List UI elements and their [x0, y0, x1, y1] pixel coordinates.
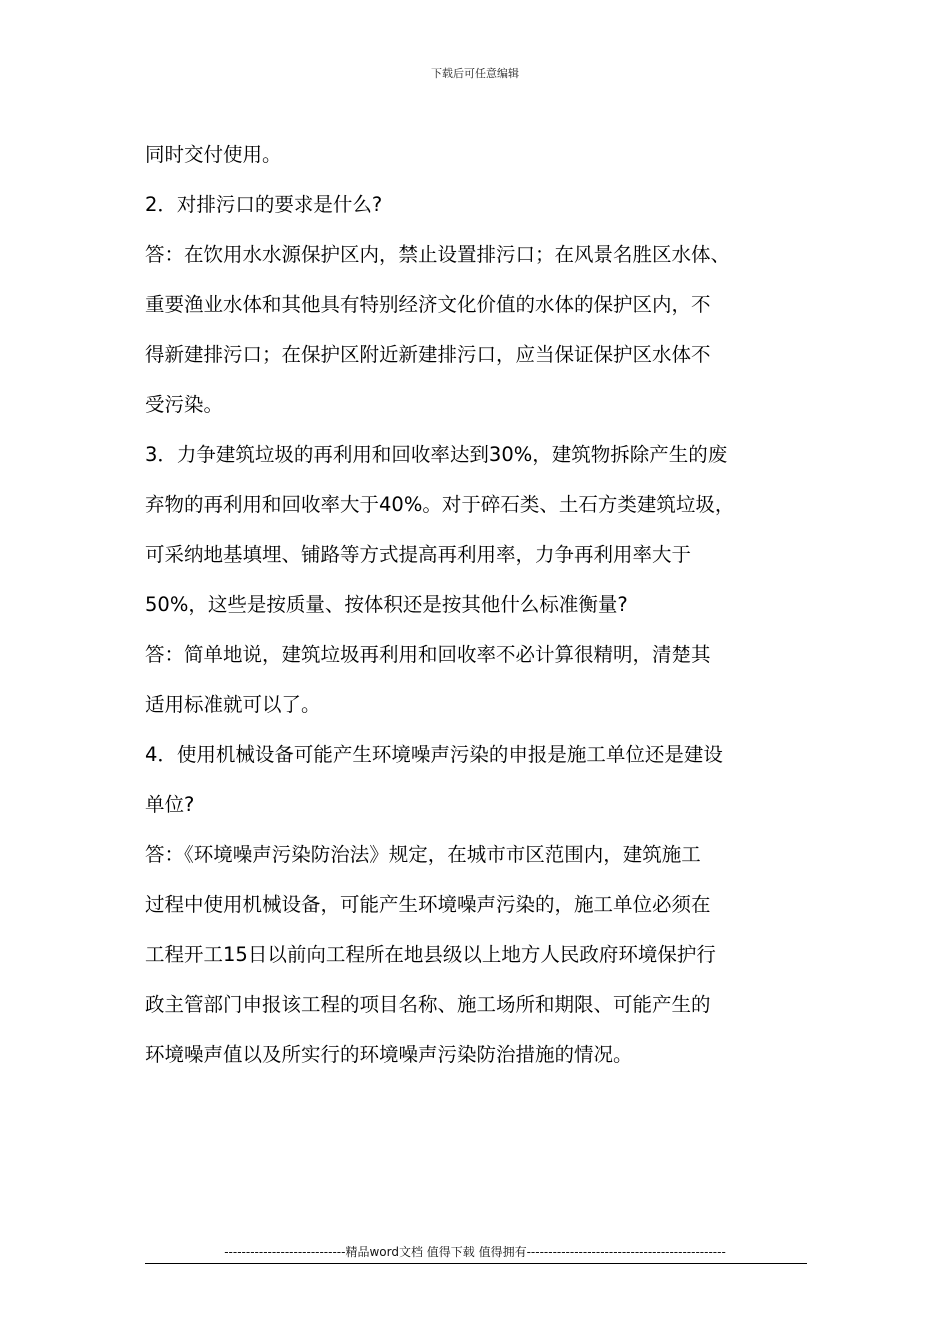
page-footer: ----------------------------精品word文档 值得下载 值得拥有----------------------------------------------: [224, 1245, 726, 1259]
text-line: 可采纳地基填埋、铺路等方式提高再利用率，力争再利用率大于: [145, 543, 692, 566]
text-line: 工程开工15日以前向工程所在地县级以上地方人民政府环境保护行: [145, 943, 716, 966]
text-line: 50%，这些是按质量、按体积还是按其他什么标准衡量?: [145, 593, 628, 616]
text-line: 同时交付使用。: [145, 143, 282, 166]
answer-line: 答：《环境噪声污染防治法》规定，在城市市区范围内，建筑施工: [145, 843, 701, 866]
text-line: 重要渔业水体和其他具有特别经济文化价值的水体的保护区内，不: [145, 293, 711, 316]
text-line: 单位?: [145, 793, 195, 816]
text-line: 政主管部门申报该工程的项目名称、施工场所和期限、可能产生的: [145, 993, 711, 1016]
document-body: [145, 130, 813, 1080]
text-line: 过程中使用机械设备，可能产生环境噪声污染的，施工单位必须在: [145, 893, 711, 916]
question-line: 2．对排污口的要求是什么?: [145, 193, 383, 216]
answer-line: 答：简单地说，建筑垃圾再利用和回收率不必计算很精明，清楚其: [145, 643, 711, 666]
text-line: 弃物的再利用和回收率大于40%。对于碎石类、土石方类建筑垃圾，: [145, 493, 735, 516]
answer-line: 答：在饮用水水源保护区内，禁止设置排污口；在风景名胜区水体、: [145, 243, 731, 266]
text-line: 受污染。: [145, 393, 224, 416]
text-line: 环境噪声值以及所实行的环境噪声污染防治措施的情况。: [145, 1043, 633, 1066]
page-header: 下载后可任意编辑: [431, 67, 519, 80]
question-line: 4．使用机械设备可能产生环境噪声污染的申报是施工单位还是建设: [145, 743, 723, 766]
text-line: 得新建排污口；在保护区附近新建排污口，应当保证保护区水体不: [145, 343, 711, 366]
text-line: 适用标准就可以了。: [145, 693, 321, 716]
footer-divider: [145, 1263, 807, 1264]
question-line: 3．力争建筑垃圾的再利用和回收率达到30%，建筑物拆除产生的废: [145, 443, 728, 466]
